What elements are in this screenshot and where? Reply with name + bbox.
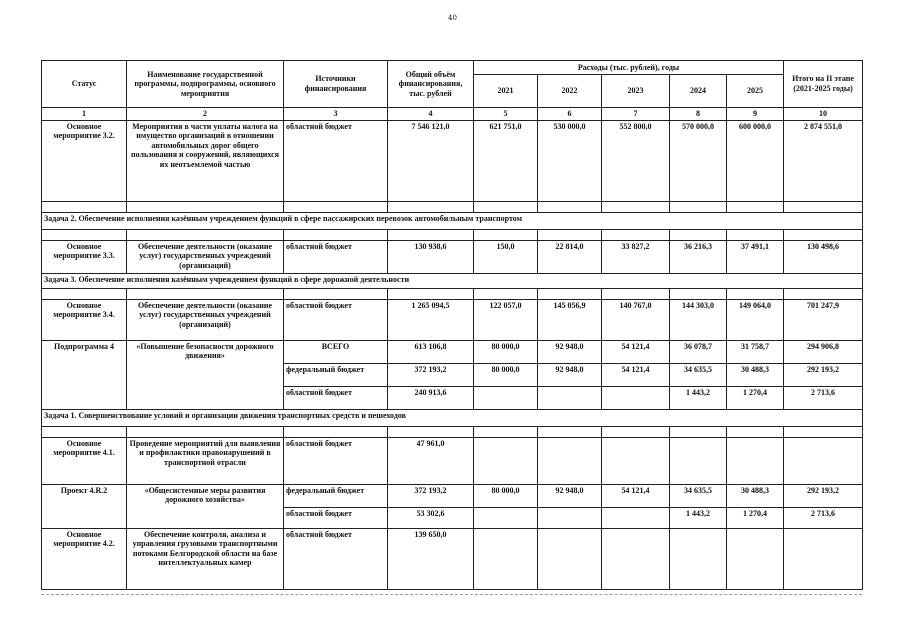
row-status: Основное мероприятие 3.3. — [42, 240, 127, 273]
row-stage: 2 713,6 — [784, 507, 863, 528]
row-y2022: 92 948,0 — [538, 363, 602, 386]
row-y2023: 54 121,4 — [602, 484, 670, 507]
row-y2025: 31 758,7 — [727, 340, 784, 363]
row-source: областной бюджет — [284, 386, 388, 409]
row-source: областной бюджет — [284, 120, 388, 201]
row-name: Обеспечение контроля, анализа и управления грузовыми транспортными потоками Белгородской области на базе интеллектуальных камер — [127, 528, 284, 589]
header-year: 2022 — [538, 75, 602, 108]
row-status: Основное мероприятие 4.2. — [42, 528, 127, 589]
row-y2023 — [602, 507, 670, 528]
row-total: 372 193,2 — [388, 484, 474, 507]
row-y2022: 530 000,0 — [538, 120, 602, 201]
column-number: 10 — [784, 108, 863, 121]
row-total: 372 193,2 — [388, 363, 474, 386]
header-status: Статус — [42, 61, 127, 108]
header-total-volume: Общий объём финансирования, тыс. рублей — [388, 61, 474, 108]
column-number: 4 — [388, 108, 474, 121]
row-total: 7 546 121,0 — [388, 120, 474, 201]
row-y2024: 36 078,7 — [670, 340, 727, 363]
header-name: Наименование государственной программы, подпрограммы, основного мероприятия — [127, 61, 284, 108]
row-y2024: 1 443,2 — [670, 507, 727, 528]
table-row — [42, 120, 863, 201]
row-source: областной бюджет — [284, 299, 388, 340]
row-y2025: 1 270,4 — [727, 386, 784, 409]
row-source: федеральный бюджет — [284, 484, 388, 507]
row-y2022: 92 948,0 — [538, 484, 602, 507]
row-status: Основное мероприятие 4.1. — [42, 437, 127, 484]
row-y2025: 1 270,4 — [727, 507, 784, 528]
row-y2023 — [602, 386, 670, 409]
financing-table — [41, 60, 863, 590]
row-stage: 292 193,2 — [784, 484, 863, 507]
column-number: 5 — [474, 108, 538, 121]
header-expenses: Расходы (тыс. рублей), годы — [474, 61, 784, 75]
row-stage: 2 713,6 — [784, 386, 863, 409]
row-y2023: 552 800,0 — [602, 120, 670, 201]
column-number: 8 — [670, 108, 727, 121]
row-source: областной бюджет — [284, 528, 388, 589]
row-total: 130 938,6 — [388, 240, 474, 273]
row-name: Обеспечение деятельности (оказание услуг) государственных учреждений (организаций) — [127, 299, 284, 340]
row-y2023: 54 121,4 — [602, 340, 670, 363]
table-row — [42, 437, 863, 484]
row-y2022 — [538, 507, 602, 528]
row-status: Основное мероприятие 3.4. — [42, 299, 127, 340]
column-number: 3 — [284, 108, 388, 121]
row-source: областной бюджет — [284, 240, 388, 273]
row-stage: 294 906,8 — [784, 340, 863, 363]
header-sources: Источники финансирования — [284, 61, 388, 108]
row-total: 139 650,0 — [388, 528, 474, 589]
row-name: «Общесистемные меры развития дорожного хозяйства» — [127, 484, 284, 528]
task-row — [42, 273, 863, 288]
row-y2022: 92 948,0 — [538, 340, 602, 363]
row-status: Подпрограмма 4 — [42, 340, 127, 409]
page-number: 40 — [448, 14, 457, 22]
task-row — [42, 409, 863, 426]
row-y2023: 33 827,2 — [602, 240, 670, 273]
row-y2024: 34 635,5 — [670, 363, 727, 386]
row-source: областной бюджет — [284, 437, 388, 484]
row-stage: 701 247,9 — [784, 299, 863, 340]
row-source: областной бюджет — [284, 507, 388, 528]
task-1-title: Задача 1. Совершенствование условий и организации движения транспортных средств и пешеходов — [42, 409, 863, 426]
row-y2021: 80 000,0 — [474, 484, 538, 507]
row-total: 47 961,0 — [388, 437, 474, 484]
table-row — [42, 484, 863, 507]
row-y2025: 30 488,3 — [727, 484, 784, 507]
row-y2025: 600 000,0 — [727, 120, 784, 201]
row-y2021: 80 000,0 — [474, 340, 538, 363]
row-status: Проект 4.R.2 — [42, 484, 127, 528]
row-y2025: 149 064,0 — [727, 299, 784, 340]
row-y2021: 150,0 — [474, 240, 538, 273]
column-number: 6 — [538, 108, 602, 121]
row-y2024: 144 303,0 — [670, 299, 727, 340]
header-stage-total: Итого на II этапе (2021-2025 годы) — [784, 61, 863, 108]
row-y2024: 34 635,5 — [670, 484, 727, 507]
row-y2024: 570 000,0 — [670, 120, 727, 201]
row-y2021: 621 751,0 — [474, 120, 538, 201]
row-total: 1 265 094,5 — [388, 299, 474, 340]
row-y2021: 80 000,0 — [474, 363, 538, 386]
row-y2021 — [474, 386, 538, 409]
scan-edge-line — [41, 594, 862, 595]
row-total: 53 302,6 — [388, 507, 474, 528]
row-y2025: 37 491,1 — [727, 240, 784, 273]
header-year: 2021 — [474, 75, 538, 108]
table-row — [42, 340, 863, 363]
row-total: 240 913,6 — [388, 386, 474, 409]
row-name: «Повышение безопасности дорожного движения» — [127, 340, 284, 409]
row-y2022: 145 056,9 — [538, 299, 602, 340]
row-y2021 — [474, 507, 538, 528]
header-year: 2023 — [602, 75, 670, 108]
column-number: 7 — [602, 108, 670, 121]
row-y2023: 54 121,4 — [602, 363, 670, 386]
row-y2023: 140 767,0 — [602, 299, 670, 340]
column-number: 2 — [127, 108, 284, 121]
header-year: 2025 — [727, 75, 784, 108]
row-total: 613 106,8 — [388, 340, 474, 363]
row-y2022: 22 814,0 — [538, 240, 602, 273]
row-y2025: 30 488,3 — [727, 363, 784, 386]
row-source: федеральный бюджет — [284, 363, 388, 386]
row-name: Проведение мероприятий для выявления и профилактики правонарушений в транспортной отрасли — [127, 437, 284, 484]
table-row — [42, 240, 863, 273]
row-y2021: 122 057,0 — [474, 299, 538, 340]
header-year: 2024 — [670, 75, 727, 108]
column-number: 1 — [42, 108, 127, 121]
task-row — [42, 212, 863, 229]
row-stage: 292 193,2 — [784, 363, 863, 386]
row-name: Обеспечение деятельности (оказание услуг) государственных учреждений (организаций) — [127, 240, 284, 273]
task-3-title: Задача 3. Обеспечение исполнения казённым учреждением функций в сфере дорожной деятельности — [42, 273, 863, 288]
row-name: Мероприятия в части уплаты налога на имущество организаций в отношении автомобильных дорог общего пользования и сооружений, являющихся их неотъемлемой частью — [127, 120, 284, 201]
table-row — [42, 528, 863, 589]
table-row — [42, 299, 863, 340]
row-stage: 130 498,6 — [784, 240, 863, 273]
row-y2022 — [538, 386, 602, 409]
row-status: Основное мероприятие 3.2. — [42, 120, 127, 201]
row-stage: 2 874 551,0 — [784, 120, 863, 201]
row-y2024: 1 443,2 — [670, 386, 727, 409]
row-source: ВСЕГО — [284, 340, 388, 363]
row-y2024: 36 216,3 — [670, 240, 727, 273]
task-2-title: Задача 2. Обеспечение исполнения казённым учреждением функций в сфере пассажирских перевозок автомобильным транспортом — [42, 212, 863, 229]
column-number: 9 — [727, 108, 784, 121]
